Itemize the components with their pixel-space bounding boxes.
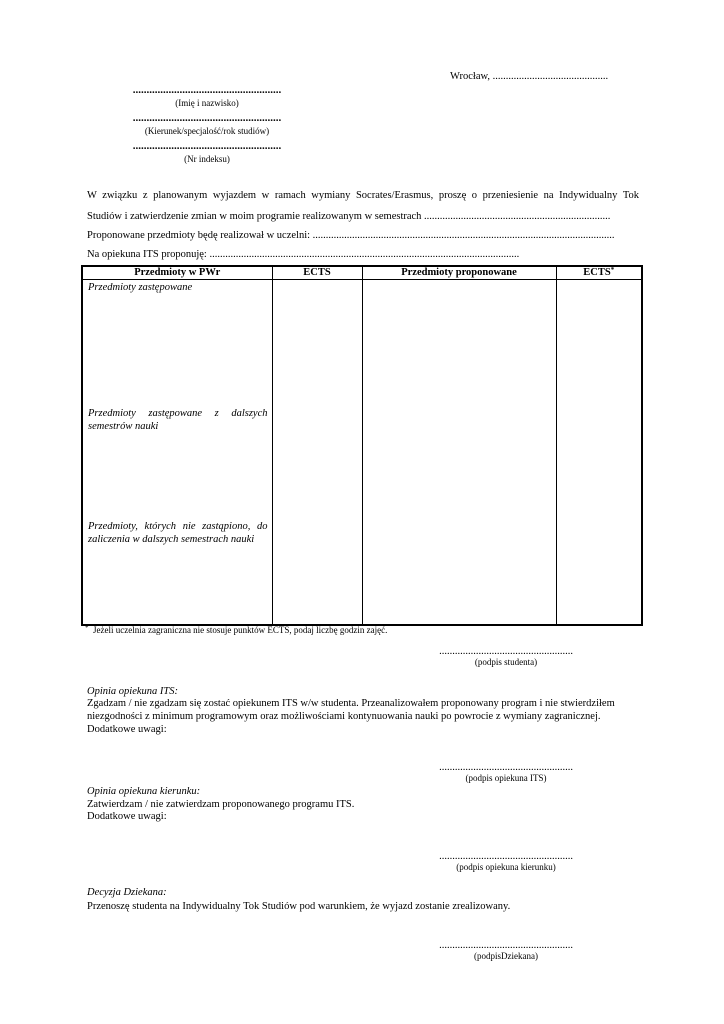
dean-decision-heading: Decyzja Dziekana:: [87, 887, 167, 898]
pwr-subjects-cell[interactable]: [82, 280, 272, 626]
index-dotted-line[interactable]: ......................................................: [132, 140, 282, 152]
ects-proposed-cell[interactable]: [556, 280, 642, 626]
col-header-ects-pwr: ECTS: [272, 266, 362, 280]
its-tutor-field[interactable]: Na opiekuna ITS proponuję: ......................................................................................................................: [87, 249, 520, 260]
category-not-replaced: Przedmioty, których nie zastąpiono, do zaliczenia w dalszych semestrach nauki: [88, 521, 268, 545]
name-dotted-line[interactable]: ......................................................: [132, 84, 282, 96]
place-date-field[interactable]: Wrocław, ............................................: [450, 71, 609, 82]
name-caption: (Imię i nazwisko): [175, 98, 239, 108]
category-replaced: Przedmioty zastępowane: [88, 282, 193, 293]
kierunek-signature-line[interactable]: ...................................................: [439, 851, 573, 862]
kierunek-signature-caption: (podpis opiekuna kierunku): [456, 862, 556, 872]
kierunek-opinion-heading: Opinia opiekuna kierunku:: [87, 786, 201, 797]
col-header-proposed-subjects: Przedmioty proponowane: [362, 266, 556, 280]
footnote-text: Jeżeli uczelnia zagraniczna nie stosuje punktów ECTS, podaj liczbę godzin zajęć.: [93, 625, 388, 635]
dean-decision-body: Przenoszę studenta na Indywidualny Tok Studiów pod warunkiem, że wyjazd zostanie zrealizowany.: [87, 901, 511, 912]
student-signature-line[interactable]: ...................................................: [439, 646, 573, 657]
footnote-star: *: [85, 624, 89, 632]
course-dotted-line[interactable]: ......................................................: [132, 112, 282, 124]
footnote: [85, 625, 387, 636]
ects-label: ECTS: [583, 267, 611, 278]
category-later-semesters: Przedmioty zastępowane z dalszych semestrów nauki: [88, 408, 268, 432]
semesters-field[interactable]: Studiów i zatwierdzenie zmian w moim programie realizowanym w semestrach .......................................................................: [87, 211, 611, 222]
its-opinion-heading: Opinia opiekuna ITS:: [87, 686, 178, 697]
its-remarks-label: Dodatkowe uwagi:: [87, 724, 167, 735]
ects-pwr-cell[interactable]: [272, 280, 362, 626]
col-header-ects-proposed: [556, 266, 642, 280]
its-signature-line[interactable]: ...................................................: [439, 762, 573, 773]
kierunek-remarks-label: Dodatkowe uwagi:: [87, 811, 167, 822]
student-signature-caption: (podpis studenta): [474, 657, 538, 667]
col-header-pwr-subjects: Przedmioty w PWr: [82, 266, 272, 280]
subjects-table: [81, 265, 643, 626]
index-caption: (Nr indeksu): [184, 154, 230, 164]
kierunek-opinion-body: Zatwierdzam / nie zatwierdzam proponowanego programu ITS.: [87, 799, 355, 810]
proposed-subjects-cell[interactable]: [362, 280, 556, 626]
footnote-marker: *: [610, 266, 615, 274]
dean-signature-caption: (podpisDziekana): [474, 951, 538, 961]
course-caption: (Kierunek/specjalość/rok studiów): [144, 126, 270, 136]
intro-line-1: W związku z planowanym wyjazdem w ramach wymiany Socrates/Erasmus, proszę o przeniesienie na Indywidualny Tok: [87, 190, 639, 201]
dean-signature-line[interactable]: ...................................................: [439, 940, 573, 951]
its-signature-caption: (podpis opiekuna ITS): [465, 773, 547, 783]
host-university-field[interactable]: Proponowane przedmioty będę realizował w uczelni: ...................................................................................................................: [87, 230, 615, 241]
its-opinion-body: Zgadzam / nie zgadzam się zostać opiekunem ITS w/w studenta. Przeanalizowałem proponowany program i nie stwierdziłem niezgodności z minimum programowym oraz możliwościami kontynuowania nauki po powrocie z wymiany zagranicznej.: [87, 698, 615, 722]
